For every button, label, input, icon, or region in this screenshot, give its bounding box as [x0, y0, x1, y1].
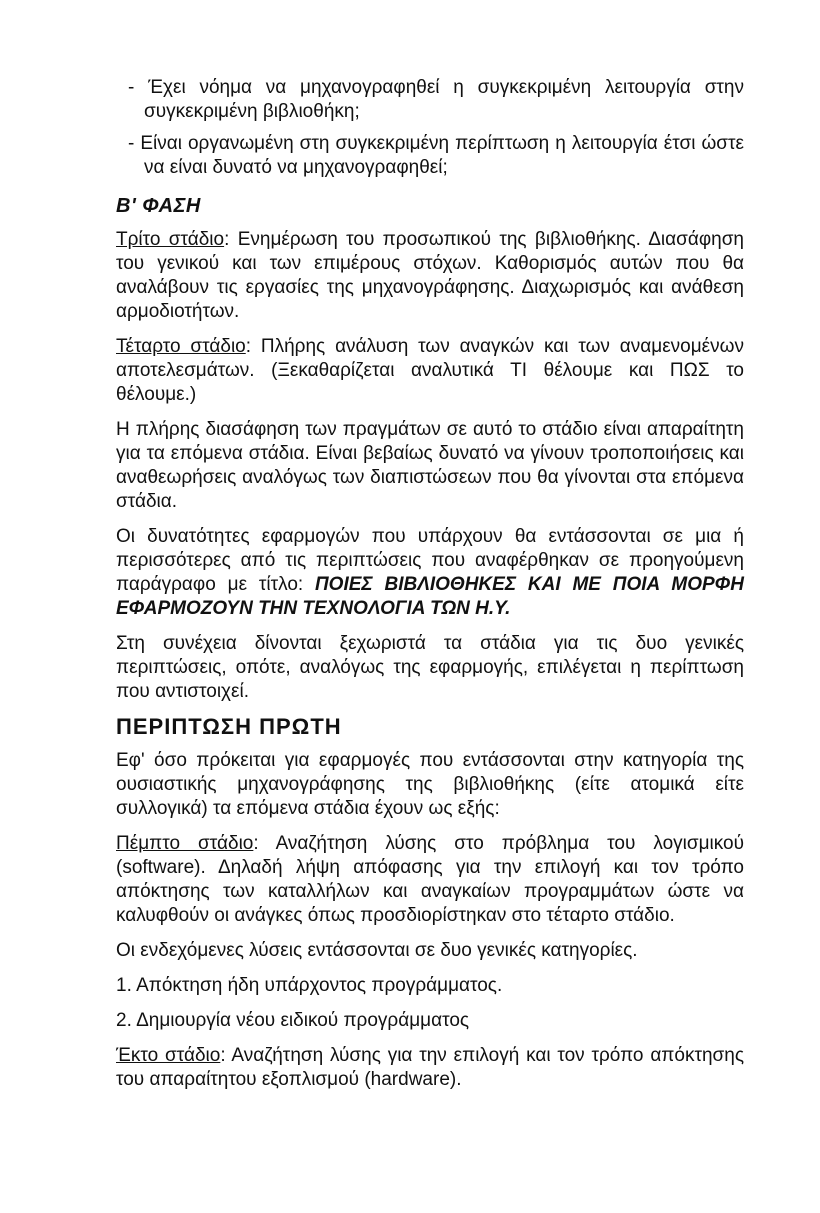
case-paragraph: Εφ' όσο πρόκειται για εφαρμογές που εντάσσονται στην κατηγορία της ουσιαστικής μηχανογράφησης της βιβλιοθήκης (είτε ατομικά είτε συλλογικά) τα επόμενα στάδια έχουν ως εξής: — [116, 750, 744, 819]
possibilities-paragraph — [116, 525, 744, 621]
case-heading: ΠΕΡΙΠΤΩΣΗ ΠΡΩΤΗ — [116, 714, 342, 739]
phase-heading: Β' ΦΑΣΗ — [116, 195, 201, 217]
stage-5-paragraph — [116, 832, 744, 928]
stage-3-text: : Ενημέρωση του προσωπικού της βιβλιοθήκης. Διασάφηση του γενικού και των επιμέρους στόχων. Καθορισμός αυτών που θα αναλάβουν τις εργασίες της μηχανογράφησης. Διαχωρισμός και ανάθεση αρμοδιοτήτων. — [116, 229, 744, 322]
stage-6-text: : Αναζήτηση λύσης για την επιλογή και τον τρόπο απόκτησης του απαραίτητου εξοπλισμού (hardware). — [116, 1045, 745, 1090]
stage-4-label: Τέταρτο στάδιο — [116, 336, 246, 357]
solution-item-2: 2. Δημιουργία νέου ειδικού προγράμματος — [116, 1010, 470, 1031]
question-bullet-1: - Έχει νόημα να μηχανογραφηθεί η συγκεκριμένη λειτουργία στην συγκεκριμένη βιβλιοθήκη; — [128, 77, 744, 122]
solution-item-1: 1. Απόκτηση ήδη υπάρχοντος προγράμματος. — [116, 975, 503, 996]
stage-6-label: Έκτο στάδιο — [116, 1045, 221, 1066]
possibilities-emphasis: ΠΟΙΕΣ ΒΙΒΛΙΟΘΗΚΕΣ ΚΑΙ ΜΕ ΠΟΙΑ ΜΟΡΦΗ ΕΦΑΡΜΟΖΟΥΝ ΤΗΝ ΤΕΧΝΟΛΟΓΙΑ ΤΩΝ Η.Υ. — [116, 574, 744, 619]
next-paragraph: Στη συνέχεια δίνονται ξεχωριστά τα στάδια για τις δυο γενικές περιπτώσεις, οπότε, αναλόγως της εφαρμογής, επιλέγεται η περίπτωση που αντιστοιχεί. — [116, 633, 744, 702]
possibilities-text: Οι δυνατότητες εφαρμογών που υπάρχουν θα εντάσσονται σε μια ή περισσότερες από τις περιπτώσεις που αναφέρθηκαν σε προηγούμενη παράγραφο με τίτλο: — [116, 526, 744, 595]
clarification-paragraph: Η πλήρης διασάφηση των πραγμάτων σε αυτό το στάδιο είναι απαραίτητη για τα επόμενα στάδια. Είναι βεβαίως δυνατό να γίνουν τροποποιήσεις και αναθεωρήσεις αναλόγως των διαπιστώσεων που θα γίνονται στα επόμενα στάδια. — [116, 419, 744, 512]
stage-3-label: Τρίτο στάδιο — [116, 229, 225, 250]
question-bullet-2: - Είναι οργανωμένη στη συγκεκριμένη περίπτωση η λειτουργία έτσι ώστε να είναι δυνατό να μηχανογραφηθεί; — [128, 133, 744, 178]
stage-6-paragraph — [116, 1044, 744, 1092]
solutions-paragraph: Οι ενδεχόμενες λύσεις εντάσσονται σε δυο γενικές κατηγορίες. — [116, 940, 638, 961]
document-page — [116, 76, 744, 1103]
stage-3-paragraph — [116, 228, 744, 324]
stage-5-text: : Αναζήτηση λύσης στο πρόβλημα του λογισμικού (software). Δηλαδή λήψη απόφασης για την επιλογή και τον τρόπο απόκτησης των καταλλήλων και αναγκαίων προγραμμάτων ώστε να καλυφθούν οι ανάγκες όπως προσδιορίστηκαν στο τέταρτο στάδιο. — [116, 833, 744, 926]
stage-5-label: Πέμπτο στάδιο — [116, 833, 254, 854]
stage-4-text: : Πλήρης ανάλυση των αναγκών και των αναμενομένων αποτελεσμάτων. (Ξεκαθαρίζεται αναλυτικά ΤΙ θέλουμε και ΠΩΣ το θέλουμε.) — [116, 336, 744, 405]
stage-4-paragraph — [116, 335, 744, 407]
